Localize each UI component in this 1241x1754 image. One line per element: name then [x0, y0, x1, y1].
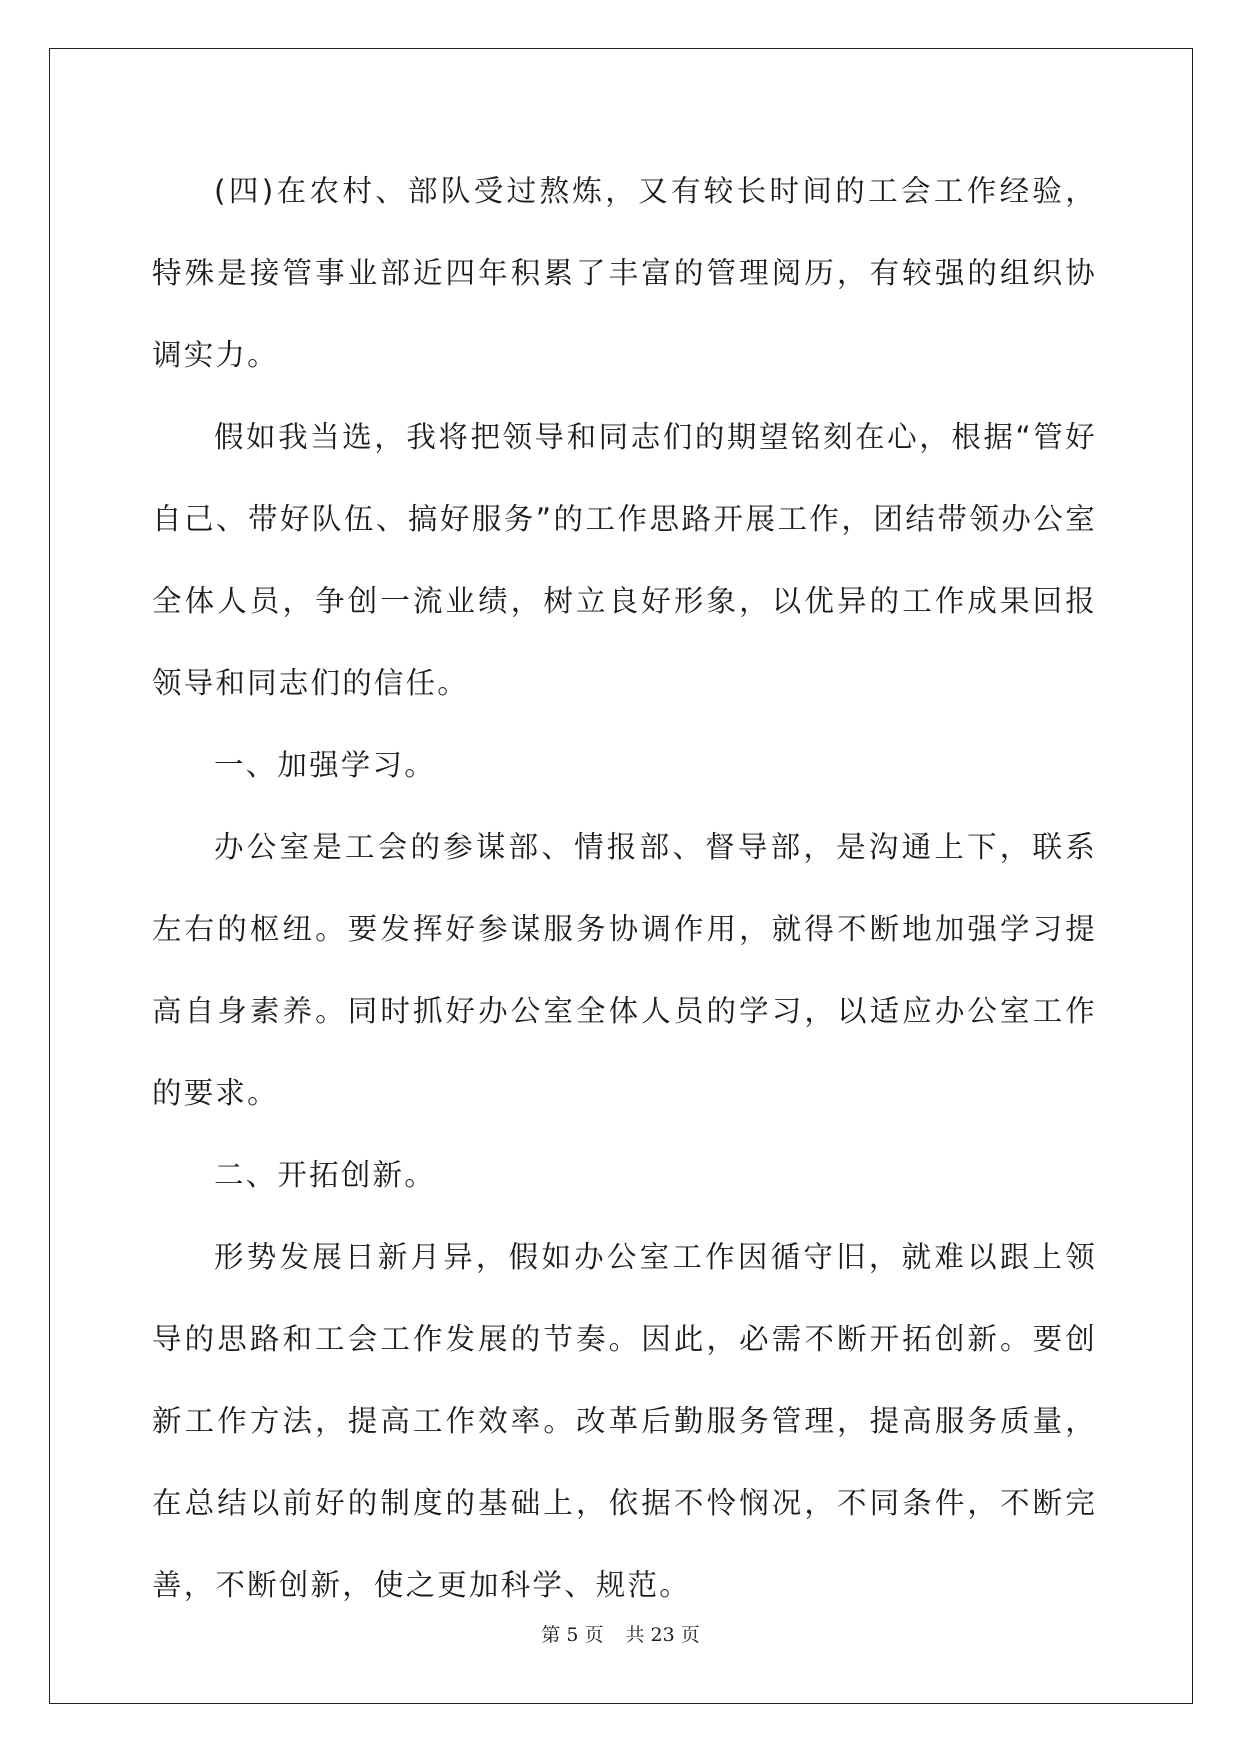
paragraph: 假如我当选，我将把领导和同志们的期望铭刻在心，根据“管好自己、带好队伍、搞好服务”的工作思路开展工作，团结带领办公室全体人员，争创一流业绩，树立良好形象，以优异的工作成果回报领导和同志们的信任。: [152, 420, 1097, 700]
section-heading: 二、开拓创新。: [214, 1158, 436, 1192]
section-heading: 一、加强学习。: [214, 748, 436, 782]
page-total: 共 23 页: [625, 1624, 700, 1646]
paragraph: (四)在农村、部队受过熬炼，又有较长时间的工会工作经验，特殊是接管事业部近四年积累了丰富的管理阅历，有较强的组织协调实力。: [152, 174, 1097, 372]
document-body: [152, 150, 1097, 1626]
page-footer: [0, 1620, 1241, 1647]
paragraph: 形势发展日新月异，假如办公室工作因循守旧，就难以跟上领导的思路和工会工作发展的节奏。因此，必需不断开拓创新。要创新工作方法，提高工作效率。改革后勤服务管理，提高服务质量，在总结以前好的制度的基础上，依据不怜悯况，不同条件，不断完善，不断创新，使之更加科学、规范。: [152, 1240, 1097, 1602]
paragraph: 办公室是工会的参谋部、情报部、督导部，是沟通上下，联系左右的枢纽。要发挥好参谋服务协调作用，就得不断地加强学习提高自身素养。同时抓好办公室全体人员的学习，以适应办公室工作的要求。: [152, 830, 1097, 1110]
page-number: 第 5 页: [541, 1624, 604, 1646]
